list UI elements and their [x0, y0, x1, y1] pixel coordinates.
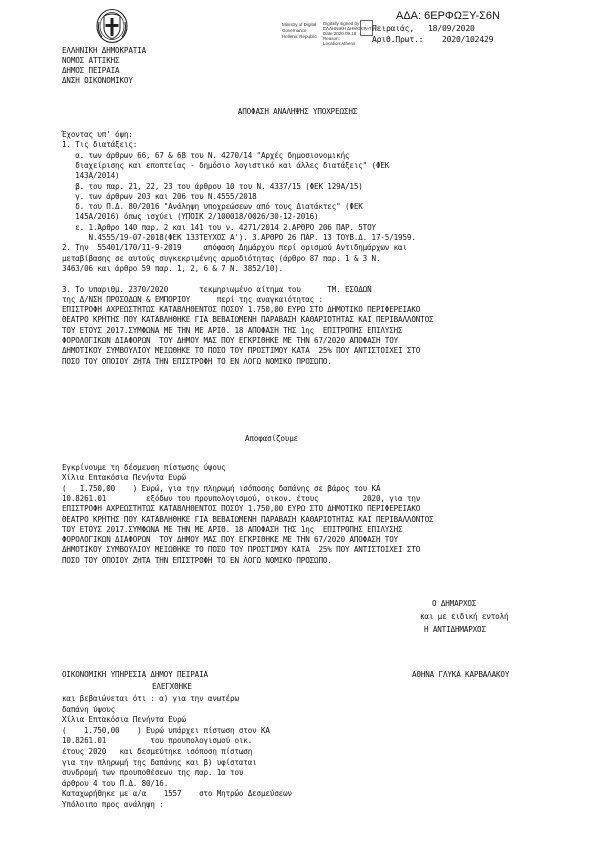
- text-line: ΤΟΥ ΕΤΟΥΣ 2017.ΣΥΜΦΩΝΑ ΜΕ ΤΗΝ ΜΕ ΑΡΙΘ. 18 ΑΠΟΦΑΣΗ ΤΗΣ 1ης ΕΠΙΤΡΟΠΗΣ ΕΠΙΛΥΣΗΣ: [62, 524, 403, 534]
- signature-line: Digitally signed by: [323, 21, 360, 26]
- text-line: και βεβαιώνεται ότι : α) για την ανωτέρω: [62, 694, 239, 703]
- text-line: ΠΟΣΟ ΤΟΥ ΟΠΟΙΟΥ ΖΗΤΑ ΤΗΝ ΕΠΙΣΤΡΟΦΗ ΤΟ ΕΝ ΛΟΓΩ ΝΟΜΙΚΟ ΠΡΟΣΩΠΟ.: [62, 555, 332, 565]
- text-line: για την πληρωμή της δαπάνης και β) υφίσταται: [62, 757, 257, 767]
- decide-heading: Αποφασίζουμε: [245, 434, 299, 443]
- city-date: Πειραιάς, 18/09/2020: [372, 24, 475, 33]
- text-line: ΠΟΣΟ ΤΟΥ ΟΠΟΙΟΥ ΖΗΤΑ ΤΗΝ ΕΠΙΣΤΡΟΦΗ ΤΟ ΕΝ ΛΟΓΩ ΝΟΜΙΚΟ ΠΡΟΣΩΠΟ.: [62, 356, 332, 366]
- signatory-mandate: και με ειδική εντολή: [420, 612, 509, 621]
- text-line: ΘΕΑΤΡΟ ΚΡΗΤΗΣ ΠΟΥ ΚΑΤΑΒΛΗΘΗΚΕ ΓΙΑ ΒΕΒΑΙΩΜΕΝΗ ΠΑΡΑΒΑΣΗ ΚΑΘΑΡΙΟΤΗΤΑΣ ΚΑΙ ΠΕΡΙΒΑΛΛΟΝΤΟΣ: [62, 315, 434, 325]
- text-line: Έχοντας υπ' όψη:: [62, 130, 133, 139]
- org-line: ΕΛΛΗΝΙΚΗ ΔΗΜΟΚΡΑΤΙΑ: [62, 46, 147, 55]
- text-line: δαπάνη ύψους: [62, 704, 116, 714]
- text-line: 3463/06 και άρθρο 59 παρ. 1, 2, 6 & 7 Ν. 3852/10).: [62, 263, 284, 273]
- text-line: διαχείρισης και εποπτείας - δημόσιο λογιστικό και άλλες διατάξεις" (ΦΕΚ: [62, 160, 390, 170]
- ministry-line: Ministry of Digital: [282, 22, 317, 27]
- ministry-line: Governance: [282, 28, 307, 33]
- signature-line: Date:2020.09.18: [323, 31, 357, 36]
- signatory-role: Η ΑΝΤΙΔΗΜΑΡΧΟΣ: [424, 625, 486, 634]
- text-line: Εγκρίνουμε τη δέσμευση πίστωσης ύψους: [62, 463, 226, 472]
- ministry-line: Hellenic Republic: [282, 34, 317, 39]
- text-line: ΦΟΡΟΛΟΓΙΚΩΝ ΔΙΑΦΟΡΩΝ ΤΟΥ ΔΗΜΟΥ ΜΑΣ ΠΟΥ ΕΓΚΡΙΘΗΚΕ ΜΕ ΤΗΝ 67/2020 ΑΠΟΦΑΣΗ ΤΟΥ: [62, 535, 399, 545]
- text-line: μεταβίβασης σε αυτούς συγκεκριμένης αρμοδιότητας (άρθρο 87 παρ. 1 & 3 Ν.: [62, 253, 381, 263]
- text-line: ΘΕΑΤΡΟ ΚΡΗΤΗΣ ΠΟΥ ΚΑΤΑΒΛΗΘΗΚΕ ΓΙΑ ΒΕΒΑΙΩΜΕΝΗ ΠΑΡΑΒΑΣΗ ΚΑΘΑΡΙΟΤΗΤΑΣ ΚΑΙ ΠΕΡΙΒΑΛΛΟΝΤΟΣ: [62, 514, 434, 524]
- org-line: ΔΝΣΗ ΟΙΚΟΝΟΜΙΚΟΥ: [62, 76, 133, 85]
- text-line: 2. Την 55401/170/11-9-2019 απόφαση Δημάρχου περί ορισμού Αντιδημάρχων και: [62, 243, 407, 253]
- document-title: ΑΠΟΦΑΣΗ ΑΝΑΛΗΨΗΣ ΥΠΟΧΡΕΩΣΗΣ: [237, 107, 358, 116]
- org-line: ΝΟΜΟΣ ΑΤΤΙΚΗΣ: [62, 56, 120, 65]
- text-line: συνδρομή των προυποθέσεων της παρ. 1α του: [62, 768, 244, 778]
- signature-line: Location:Athens: [323, 41, 356, 46]
- hellenic-republic-emblem: [95, 8, 129, 44]
- text-line: ΕΠΙΣΤΡΟΦΗ ΑΧΡΕΩΣΤΗΤΩΣ ΚΑΤΑΒΛΗΘΕΝΤΟΣ ΠΟΣΟΥ 1.750,00 ΕΥΡΩ ΣΤΟ ΔΗΜΟΤΙΚΟ ΠΕΡΙΦΕΡΕΙΑΚΟ: [62, 305, 421, 315]
- protocol-number: Αριθ.Πρωτ.: 2020/102429: [372, 35, 494, 44]
- text-line: β. του παρ. 21, 22, 23 του άρθρου 10 του Ν. 4337/15 (ΦΕΚ 129Α/15): [62, 181, 363, 191]
- text-line: 143Α/2014): [62, 171, 120, 181]
- text-line: Χίλια Επτακόσια Πενήντα Ευρώ: [62, 473, 186, 483]
- text-line: Υπόλοιπο προς ανάληψη :: [62, 800, 164, 809]
- text-line: άρθρου 4 του Π.Δ. 80/16.: [62, 778, 169, 788]
- text-line: 10.8261.01 του προυπολογισμού οικ.: [62, 736, 253, 746]
- text-line: ε. 1.Άρθρο 140 παρ. 2 και 141 του ν. 4271/2014 2.ΑΡΘΡΟ 206 ΠΑΡ. 5ΤΟΥ: [62, 222, 376, 232]
- service-left: ΟΙΚΟΝΟΜΙΚΗ ΥΠΗΡΕΣΙΑ ΔΗΜΟΥ ΠΕΙΡΑΙΑ: [62, 670, 208, 679]
- text-line: ( 1.750,00 ) Ευρώ υπάρχει πίστωση στον ΚΑ: [62, 725, 270, 735]
- service-signer: ΑΘΗΝΑ ΓΛΥΚΑ ΚΑΡΒΑΛΑΚΟΥ: [412, 670, 510, 679]
- text-line: ΔΗΜΟΤΙΚΟΥ ΣΥΜΒΟΥΛΙΟΥ ΜΕΙΩΘΗΚΕ ΤΟ ΠΟΣΟ ΤΟΥ ΠΡΟΣΤΙΜΟΥ ΚΑΤΑ 25% ΠΟΥ ΑΝΤΙΣΤΟΙΧΕΙ ΣΤΟ: [62, 346, 421, 356]
- text-line: ( 1.750,00 ) Ευρώ, για την πληρωμή ισόποσης δαπάνης σε βάρος του ΚΑ: [62, 483, 381, 493]
- text-line: 10.8261.01 εξόδων του προυπολογισμού, οικον. έτους 2020, για την: [62, 493, 421, 503]
- text-line: ΔΗΜΟΤΙΚΟΥ ΣΥΜΒΟΥΛΙΟΥ ΜΕΙΩΘΗΚΕ ΤΟ ΠΟΣΟ ΤΟΥ ΠΡΟΣΤΙΜΟΥ ΚΑΤΑ 25% ΠΟΥ ΑΝΤΙΣΤΟΙΧΕΙ ΣΤΟ: [62, 545, 421, 555]
- text-line: 1. Τις διατάξεις:: [62, 140, 138, 150]
- text-line: της Δ/ΝΣΗ ΠΡΟΣΟΔΩΝ & ΕΜΠΟΡΙΟΥ περί της αναγκαιότητας :: [62, 294, 323, 304]
- text-line: 145Α/2016) όπως ισχύει (ΥΠΟΙΚ 2/100018/0026/30-12-2016): [62, 212, 319, 222]
- text-line: Ν.4555/19-07-2018(ΦΕΚ 133ΤΕΥΧΟΣ Α'). 3.ΑΡΘΡΟ 26 ΠΑΡ. 13 ΤΟΥΒ.Δ. 17-5/1959.: [62, 233, 416, 242]
- text-line: ΤΟΥ ΕΤΟΥΣ 2017.ΣΥΜΦΩΝΑ ΜΕ ΤΗΝ ΜΕ ΑΡΙΘ. 18 ΑΠΟΦΑΣΗ ΤΗΣ 1ης ΕΠΙΤΡΟΠΗΣ ΕΠΙΛΥΣΗΣ: [62, 325, 403, 335]
- text-line: ΦΟΡΟΛΟΓΙΚΩΝ ΔΙΑΦΟΡΩΝ ΤΟΥ ΔΗΜΟΥ ΜΑΣ ΠΟΥ ΕΓΚΡΙΘΗΚΕ ΜΕ ΤΗΝ 67/2020 ΑΠΟΦΑΣΗ ΤΟΥ: [62, 336, 399, 345]
- text-line: ΕΠΙΣΤΡΟΦΗ ΑΧΡΕΩΣΤΗΤΩΣ ΚΑΤΑΒΛΗΘΕΝΤΟΣ ΠΟΣΟΥ 1.750,00 ΕΥΡΩ ΣΤΟ ΔΗΜΟΤΙΚΟ ΠΕΡΙΦΕΡΕΙΑΚΟ: [62, 504, 421, 514]
- signatory-title: Ο ΔΗΜΑΡΧΟΣ: [432, 599, 477, 608]
- checked-label: ΕΛΕΓΧΘΗΚΕ: [152, 682, 192, 691]
- ada-code: ΑΔΑ: 6ΕΡΦΩΞΥ-Σ6Ν: [396, 10, 500, 22]
- org-line: ΔΗΜΟΣ ΠΕΙΡΑΙΑ: [62, 66, 120, 75]
- text-line: α. των άρθρων 66, 67 & 68 του Ν. 4270/14 "Αρχές δημοσιονομικής: [62, 150, 350, 160]
- text-line: γ. των άρθρων 203 και 206 του Ν.4555/2018: [62, 191, 257, 201]
- text-line: έτους 2020 και δεσμεύτηκε ισόποση πίστωση: [62, 747, 253, 756]
- text-line: Χίλια Επτακόσια Πενήντα Ευρώ: [62, 715, 186, 725]
- signature-line: Reason:: [323, 36, 340, 41]
- signature-line: ΕΛΛΗΝΙΚΗ ΔΗΜΟΚΡΑΤΙΑ: [323, 26, 376, 31]
- text-line: Καταχωρήθηκε με α/α 1557 στο Μητρώο Δεσμεύσεων: [62, 789, 292, 799]
- text-line: δ. του Π.Δ. 80/2016 "Ανάληψη υποχρεώσεων από τους Διατάκτες" (ΦΕΚ: [62, 202, 363, 212]
- text-line: 3. Το υπαριθμ. 2370/2020 τεκμηριωμένο αίτημα του ΤΜ. ΕΣΟΔΩΝ: [62, 284, 372, 294]
